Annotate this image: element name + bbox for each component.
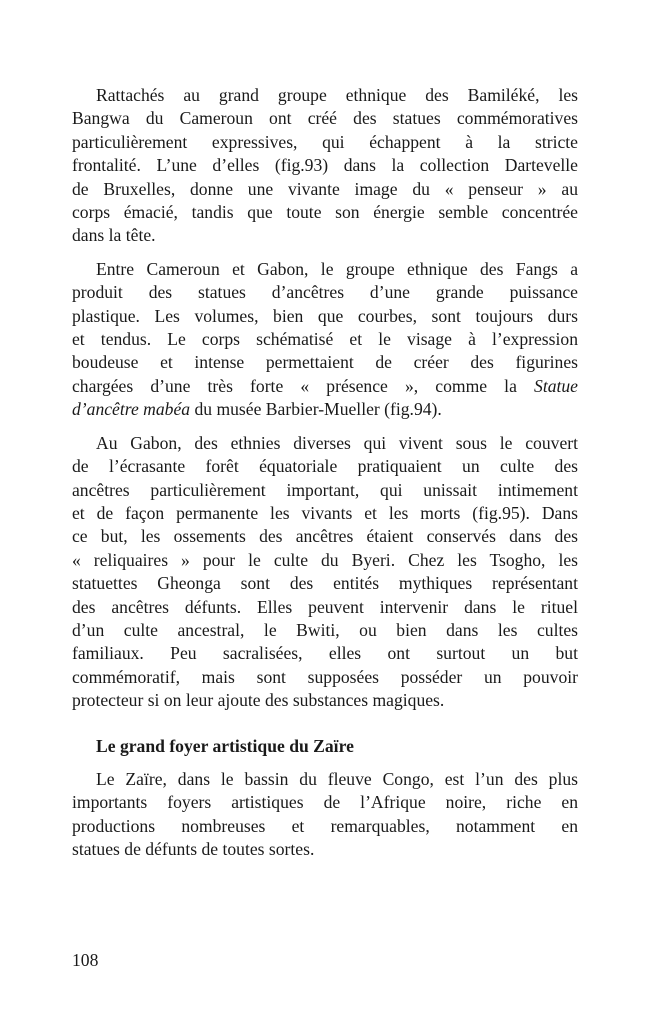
text-segment: ce but, les ossements des ancêtres étaient conservés dans des <box>72 526 578 547</box>
italic-text: d’ancêtre mabéa <box>72 399 191 420</box>
text-segment: Au Gabon, des ethnies diverses qui vivent sous le couvert <box>96 432 578 453</box>
text-line <box>72 572 578 595</box>
text-segment: « reliquaires » pour le culte du Byeri. Chez les Tsogho, les <box>72 549 578 570</box>
text-segment: statues de défunts de toutes sortes. <box>72 839 315 860</box>
text-segment: boudeuse et intense permettaient de créer des figurines <box>72 352 578 373</box>
paragraphs-after <box>72 768 578 862</box>
text-segment: statuettes Gheonga sont des entités mythiques représentant <box>72 573 578 594</box>
text-segment: importants foyers artistiques de l’Afrique noire, riche en <box>72 792 578 813</box>
text-line <box>72 666 578 689</box>
text-line <box>72 619 578 642</box>
text-segment: d’un culte ancestral, le Bwiti, ou bien dans les cultes <box>72 619 578 640</box>
text-segment: dans la tête. <box>72 225 156 246</box>
text-segment: du musée Barbier-Mueller (fig.94). <box>190 399 442 420</box>
text-line <box>72 258 578 281</box>
text-line <box>72 432 578 455</box>
text-line <box>72 768 578 791</box>
text-segment: Le Zaïre, dans le bassin du fleuve Congo, est l’un des plus <box>96 768 578 789</box>
text-line <box>72 154 578 177</box>
paragraph <box>72 84 578 248</box>
text-segment: frontalité. L’une d’elles (fig.93) dans la collection Dartevelle <box>72 155 578 176</box>
text-line <box>72 455 578 478</box>
italic-text: Statue <box>534 375 578 396</box>
paragraph <box>72 258 578 422</box>
text-line <box>72 642 578 665</box>
page-body <box>72 84 578 872</box>
paragraph <box>72 432 578 713</box>
text-segment: et tendus. Le corps schématisé et le visage à l’expression <box>72 329 578 350</box>
text-line <box>72 178 578 201</box>
text-segment: de Bruxelles, donne une vivante image du « penseur » au <box>72 178 578 199</box>
text-line <box>72 815 578 838</box>
section-heading: Le grand foyer artistique du Zaïre <box>96 735 354 756</box>
text-segment: chargées d’une très forte « présence », comme la <box>72 375 535 396</box>
text-line <box>72 479 578 502</box>
text-segment: Entre Cameroun et Gabon, le groupe ethnique des Fangs a <box>96 258 578 279</box>
text-segment: et de façon permanente les vivants et les morts (fig.95). Dans <box>72 502 578 523</box>
text-line <box>72 107 578 130</box>
text-line <box>72 375 578 398</box>
text-segment: ancêtres particulièrement important, qui unissait intimement <box>72 479 578 500</box>
text-line <box>72 549 578 572</box>
text-segment: commémoratif, mais sont supposées posséder un pouvoir <box>72 666 578 687</box>
page-number: 108 <box>72 950 99 970</box>
text-line <box>72 305 578 328</box>
text-segment: protecteur si on leur ajoute des substances magiques. <box>72 690 445 711</box>
text-segment: de l’écrasante forêt équatoriale pratiquaient un culte des <box>72 456 578 477</box>
text-segment: des ancêtres défunts. Elles peuvent intervenir dans le rituel <box>72 596 578 617</box>
text-segment: productions nombreuses et remarquables, notamment en <box>72 815 578 836</box>
text-line <box>72 791 578 814</box>
text-segment: plastique. Les volumes, bien que courbes, sont toujours durs <box>72 305 578 326</box>
text-line <box>72 596 578 619</box>
text-segment: Rattachés au grand groupe ethnique des Bamiléké, les <box>96 85 578 105</box>
text-segment: corps émacié, tandis que toute son énergie semble concentrée <box>72 202 578 223</box>
text-line <box>72 281 578 304</box>
paragraphs-before <box>72 84 578 713</box>
text-line <box>72 838 578 861</box>
text-line <box>72 328 578 351</box>
text-segment: Bangwa du Cameroun ont créé des statues commémoratives <box>72 108 578 129</box>
text-line <box>72 525 578 548</box>
text-line <box>72 351 578 374</box>
text-line <box>72 224 578 247</box>
text-line <box>72 398 578 421</box>
text-line <box>72 131 578 154</box>
text-segment: produit des statues d’ancêtres d’une grande puissance <box>72 282 578 303</box>
text-line <box>72 689 578 712</box>
text-line <box>72 84 578 107</box>
paragraph <box>72 768 578 862</box>
text-segment: familiaux. Peu sacralisées, elles ont surtout un but <box>72 643 578 664</box>
text-line <box>72 201 578 224</box>
text-line <box>72 502 578 525</box>
text-segment: particulièrement expressives, qui échappent à la stricte <box>72 131 578 152</box>
